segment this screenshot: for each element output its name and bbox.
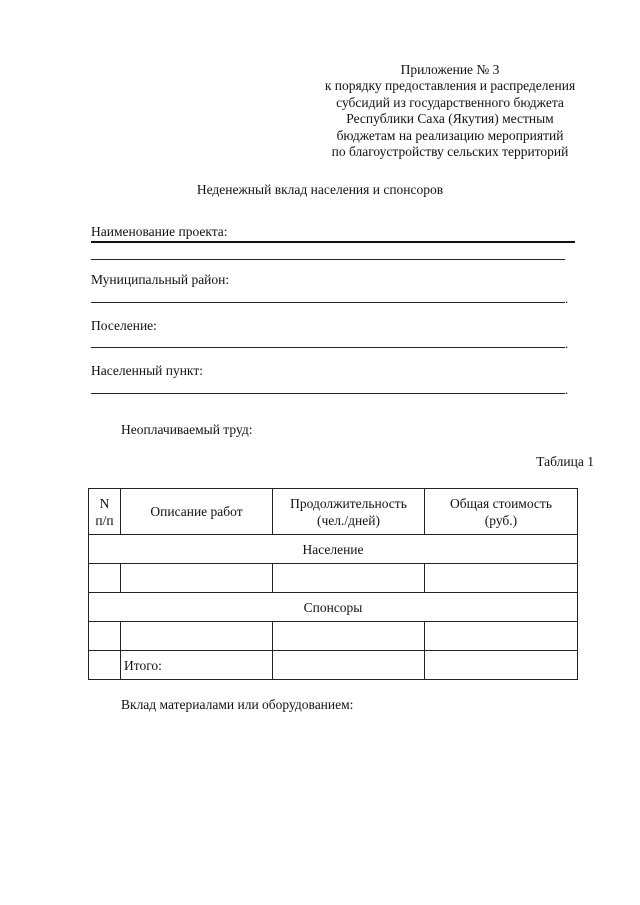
appendix-line: к порядку предоставления и распределения (324, 78, 576, 94)
district-line (91, 302, 565, 303)
total-cost-cell[interactable] (425, 651, 578, 680)
header-number: N п/п (89, 489, 121, 535)
locality-line (91, 393, 565, 394)
district-terminator: . (565, 291, 569, 306)
table-header-row (89, 489, 578, 535)
table-cell[interactable] (89, 651, 121, 680)
appendix-line: по благоустройству сельских территорий (331, 144, 569, 160)
table-cell[interactable] (89, 622, 121, 651)
table-cell[interactable] (273, 622, 425, 651)
appendix-line: Республики Саха (Якутия) местным (346, 111, 554, 127)
table-cell[interactable] (89, 564, 121, 593)
document-title: Неденежный вклад населения и спонсоров (196, 182, 444, 197)
unpaid-labor-label: Неоплачиваемый труд: (121, 422, 253, 437)
materials-label: Вклад материалами или оборудованием: (121, 697, 354, 712)
header-description: Описание работ (121, 489, 273, 535)
table-number: Таблица 1 (536, 454, 594, 469)
table-cell[interactable] (121, 622, 273, 651)
project-name-line (91, 259, 565, 260)
total-label: Итого: (121, 651, 273, 680)
table-row (89, 564, 578, 593)
header-cost: Общая стоимость (руб.) (425, 489, 578, 535)
settlement-label: Поселение: (91, 318, 157, 333)
locality-label: Населенный пункт: (91, 363, 203, 378)
sponsors-header: Спонсоры (89, 593, 578, 622)
settlement-line (91, 347, 565, 348)
district-label: Муниципальный район: (91, 272, 230, 287)
unpaid-labor-table (88, 488, 578, 680)
sponsors-section-row (89, 593, 578, 622)
appendix-line: бюджетам на реализацию мероприятий (336, 127, 564, 143)
population-header: Население (89, 535, 578, 564)
appendix-header (300, 62, 600, 160)
project-name-label: Наименование проекта: (91, 224, 228, 239)
table-cell[interactable] (121, 564, 273, 593)
table-cell[interactable] (425, 564, 578, 593)
appendix-line: субсидий из государственного бюджета (336, 94, 564, 110)
table-row (89, 622, 578, 651)
total-row (89, 651, 578, 680)
table-cell[interactable] (425, 622, 578, 651)
appendix-line: Приложение № 3 (400, 62, 500, 77)
locality-terminator: . (565, 382, 569, 397)
settlement-terminator: . (565, 336, 569, 351)
total-duration-cell[interactable] (273, 651, 425, 680)
population-section-row (89, 535, 578, 564)
header-duration: Продолжительность (чел./дней) (273, 489, 425, 535)
table-cell[interactable] (273, 564, 425, 593)
project-name-underline (91, 241, 575, 243)
